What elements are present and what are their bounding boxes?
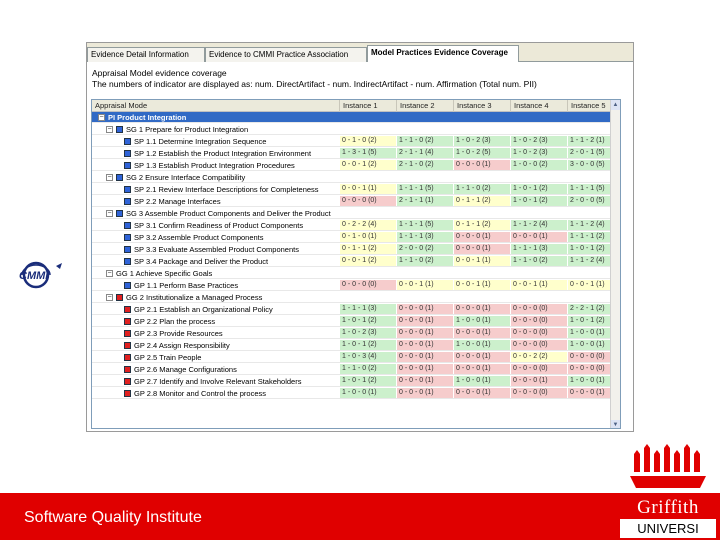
coverage-cell: 0 - 0 - 0 (1) [397, 376, 453, 386]
row-label: GP 2.8 Monitor and Control the process [134, 389, 267, 398]
table-row[interactable] [92, 196, 612, 207]
coverage-cell: 0 - 0 - 0 (1) [454, 328, 510, 338]
coverage-cell: 0 - 0 - 0 (1) [454, 244, 510, 254]
row-label: GP 2.2 Plan the process [134, 317, 216, 326]
coverage-cell: 1 - 1 - 2 (4) [511, 220, 567, 230]
table-row[interactable] [92, 220, 612, 231]
row-label: SP 3.2 Assemble Product Components [134, 233, 264, 242]
coverage-cell: 1 - 1 - 1 (2) [568, 232, 612, 242]
table-row[interactable] [92, 256, 612, 267]
coverage-cell: 1 - 1 - 1 (5) [397, 220, 453, 230]
blue-square-icon [116, 174, 123, 181]
panel-heading: Appraisal Model evidence coverage [92, 68, 227, 78]
university-name: Griffith [637, 497, 699, 518]
coverage-cell: 2 - 1 - 0 (2) [397, 160, 453, 170]
coverage-cell: 1 - 0 - 2 (3) [511, 136, 567, 146]
coverage-cell: 0 - 0 - 0 (0) [568, 352, 612, 362]
table-row[interactable] [92, 232, 612, 243]
coverage-cell: 1 - 0 - 2 (3) [511, 148, 567, 158]
coverage-cell: 1 - 0 - 0 (1) [568, 340, 612, 350]
coverage-cell: 0 - 0 - 0 (0) [340, 280, 396, 290]
column-header-instance-5[interactable]: Instance 5 [568, 100, 612, 112]
row-label: SP 1.1 Determine Integration Sequence [134, 137, 267, 146]
table-row[interactable] [92, 136, 612, 147]
coverage-cell: 0 - 0 - 1 (2) [340, 160, 396, 170]
collapse-icon[interactable]: − [107, 174, 112, 181]
table-row[interactable] [92, 292, 612, 303]
red-square-icon [124, 378, 131, 385]
collapse-icon[interactable]: − [107, 126, 112, 133]
tab-bar [87, 45, 633, 62]
coverage-cell: 0 - 1 - 0 (1) [340, 232, 396, 242]
panel-description: The numbers of indicator are displayed as: num. DirectArtifact - num. IndirectArtifact - num. Affirmation (Total num. PII) [92, 79, 537, 89]
row-label: GP 2.7 Identify and Involve Relevant Stakeholders [134, 377, 302, 386]
coverage-cell: 0 - 1 - 0 (2) [340, 136, 396, 146]
coverage-cell: 0 - 0 - 0 (1) [454, 232, 510, 242]
coverage-table [91, 99, 621, 429]
row-label: SG 2 Ensure Interface Compatibility [126, 173, 246, 182]
row-label: SP 2.1 Review Interface Descriptions for Completeness [134, 185, 319, 194]
table-row[interactable] [92, 364, 612, 375]
coverage-cell: 1 - 0 - 0 (1) [340, 388, 396, 398]
coverage-cell: 1 - 1 - 1 (3) [397, 232, 453, 242]
coverage-cell: 0 - 0 - 0 (0) [511, 340, 567, 350]
red-square-icon [124, 390, 131, 397]
table-row[interactable] [92, 316, 612, 327]
coverage-cell: 0 - 0 - 0 (0) [511, 316, 567, 326]
coverage-cell: 1 - 1 - 2 (4) [568, 256, 612, 266]
scroll-up-icon[interactable]: ▲ [612, 102, 619, 108]
university-subtitle: UNIVERSI [620, 519, 716, 538]
coverage-cell: 0 - 1 - 1 (2) [340, 244, 396, 254]
column-header-instance-4[interactable]: Instance 4 [511, 100, 568, 112]
coverage-cell: 0 - 0 - 0 (1) [397, 388, 453, 398]
coverage-cell: 0 - 0 - 0 (1) [511, 376, 567, 386]
coverage-cell: 2 - 0 - 1 (5) [568, 148, 612, 158]
table-row[interactable] [92, 148, 612, 159]
scroll-down-icon[interactable]: ▼ [612, 422, 619, 428]
coverage-cell: 1 - 0 - 1 (2) [568, 244, 612, 254]
cmmi-logo-text: CMMI [19, 270, 49, 282]
blue-square-icon [116, 210, 123, 217]
coverage-cell: 0 - 0 - 0 (1) [397, 364, 453, 374]
row-label: SP 3.4 Package and Deliver the Product [134, 257, 269, 266]
coverage-cell: 1 - 0 - 2 (5) [454, 148, 510, 158]
column-header-instance-2[interactable]: Instance 2 [397, 100, 454, 112]
coverage-cell: 0 - 0 - 0 (1) [454, 364, 510, 374]
blue-square-icon [124, 246, 131, 253]
coverage-cell: 1 - 0 - 0 (2) [511, 160, 567, 170]
coverage-cell: 1 - 0 - 1 (2) [568, 316, 612, 326]
coverage-cell: 1 - 1 - 1 (3) [511, 244, 567, 254]
footer-bar [0, 493, 720, 540]
blue-square-icon [124, 198, 131, 205]
coverage-cell: 0 - 0 - 0 (0) [511, 304, 567, 314]
coverage-cell: 0 - 0 - 1 (1) [454, 280, 510, 290]
coverage-cell: 0 - 0 - 0 (1) [397, 328, 453, 338]
red-square-icon [116, 294, 123, 301]
red-square-icon [124, 330, 131, 337]
tab-model-practices-coverage[interactable]: Model Practices Evidence Coverage [367, 45, 519, 63]
red-square-icon [124, 354, 131, 361]
coverage-cell: 2 - 1 - 1 (1) [397, 196, 453, 206]
column-header-appraisal-mode[interactable]: Appraisal Mode [92, 100, 340, 112]
blue-square-icon [124, 258, 131, 265]
row-label: SP 3.3 Evaluate Assembled Product Components [134, 245, 299, 254]
collapse-icon[interactable]: − [107, 294, 112, 301]
coverage-cell: 0 - 0 - 0 (0) [568, 364, 612, 374]
coverage-cell: 0 - 0 - 0 (1) [397, 352, 453, 362]
coverage-cell: 0 - 0 - 1 (1) [568, 280, 612, 290]
table-row[interactable] [92, 304, 612, 315]
coverage-cell: 1 - 0 - 1 (2) [511, 184, 567, 194]
row-label: PI Product Integration [108, 113, 187, 122]
table-row[interactable] [92, 184, 612, 195]
vertical-scrollbar[interactable] [610, 100, 620, 429]
coverage-cell: 1 - 1 - 0 (2) [397, 136, 453, 146]
coverage-cell: 1 - 1 - 0 (2) [454, 184, 510, 194]
tab-evidence-to-cmmi[interactable]: Evidence to CMMI Practice Association [205, 47, 367, 62]
coverage-cell: 0 - 0 - 1 (1) [397, 280, 453, 290]
blue-square-icon [124, 150, 131, 157]
row-label: GP 2.5 Train People [134, 353, 202, 362]
table-row[interactable] [92, 328, 612, 339]
row-label: SG 3 Assemble Product Components and Deliver the Product [126, 209, 331, 218]
blue-square-icon [124, 162, 131, 169]
coverage-cell: 0 - 0 - 0 (1) [397, 304, 453, 314]
coverage-cell: 1 - 0 - 0 (1) [454, 340, 510, 350]
table-row[interactable] [92, 124, 612, 135]
coverage-cell: 1 - 1 - 0 (2) [511, 256, 567, 266]
application-window [86, 42, 634, 432]
coverage-cell: 1 - 0 - 1 (2) [340, 340, 396, 350]
table-row[interactable] [92, 376, 612, 387]
coverage-cell: 1 - 1 - 2 (1) [568, 136, 612, 146]
red-square-icon [124, 342, 131, 349]
coverage-cell: 1 - 0 - 3 (4) [340, 352, 396, 362]
coverage-cell: 2 - 1 - 1 (4) [397, 148, 453, 158]
cmmi-logo [16, 258, 72, 292]
coverage-cell: 1 - 0 - 2 (3) [340, 328, 396, 338]
table-header [92, 100, 621, 112]
coverage-cell: 1 - 0 - 1 (2) [340, 316, 396, 326]
collapse-icon[interactable]: − [107, 270, 112, 277]
table-row[interactable] [92, 352, 612, 363]
row-label: SP 2.2 Manage Interfaces [134, 197, 221, 206]
coverage-cell: 1 - 0 - 1 (2) [340, 376, 396, 386]
blue-square-icon [124, 234, 131, 241]
table-row[interactable] [92, 172, 612, 183]
coverage-cell: 0 - 0 - 0 (0) [340, 196, 396, 206]
row-label: GG 1 Achieve Specific Goals [116, 269, 213, 278]
coverage-cell: 0 - 0 - 0 (1) [511, 232, 567, 242]
table-row[interactable] [92, 388, 612, 399]
coverage-cell: 0 - 0 - 1 (2) [340, 256, 396, 266]
row-label: GP 2.3 Provide Resources [134, 329, 223, 338]
table-row[interactable] [92, 268, 612, 279]
coverage-cell: 2 - 2 - 1 (2) [568, 304, 612, 314]
table-row[interactable] [92, 340, 612, 351]
row-label: GG 2 Institutionalize a Managed Process [126, 293, 263, 302]
coverage-cell: 1 - 1 - 1 (3) [340, 304, 396, 314]
coverage-cell: 1 - 1 - 1 (5) [568, 184, 612, 194]
red-square-icon [124, 318, 131, 325]
coverage-cell: 0 - 0 - 0 (1) [454, 388, 510, 398]
institute-name: Software Quality Institute [24, 509, 202, 526]
coverage-cell: 0 - 0 - 0 (0) [511, 388, 567, 398]
coverage-cell: 1 - 0 - 0 (1) [568, 328, 612, 338]
red-square-icon [124, 306, 131, 313]
row-label: GP 2.1 Establish an Organizational Policy [134, 305, 273, 314]
coverage-cell: 1 - 0 - 0 (1) [454, 316, 510, 326]
coverage-cell: 0 - 0 - 0 (1) [454, 304, 510, 314]
row-label: SP 1.2 Establish the Product Integration Environment [134, 149, 312, 158]
row-label: GP 1.1 Perform Base Practices [134, 281, 239, 290]
collapse-icon[interactable]: − [107, 210, 112, 217]
coverage-cell: 1 - 1 - 1 (5) [397, 184, 453, 194]
coverage-cell: 0 - 0 - 0 (1) [397, 340, 453, 350]
coverage-cell: 0 - 0 - 1 (1) [340, 184, 396, 194]
coverage-cell: 1 - 3 - 1 (5) [340, 148, 396, 158]
blue-square-icon [124, 222, 131, 229]
coverage-cell: 0 - 1 - 1 (2) [454, 220, 510, 230]
table-row[interactable] [92, 244, 612, 255]
coverage-panel [87, 62, 634, 432]
coverage-cell: 0 - 0 - 0 (1) [397, 316, 453, 326]
coverage-cell: 1 - 1 - 0 (2) [340, 364, 396, 374]
coverage-cell: 0 - 0 - 0 (1) [454, 352, 510, 362]
coverage-cell: 1 - 0 - 0 (1) [454, 376, 510, 386]
row-label: SG 1 Prepare for Product Integration [126, 125, 249, 134]
table-row[interactable] [92, 160, 612, 171]
table-row[interactable] [92, 112, 612, 123]
collapse-icon[interactable]: − [99, 114, 104, 121]
blue-square-icon [124, 186, 131, 193]
coverage-cell: 3 - 0 - 0 (5) [568, 160, 612, 170]
coverage-cell: 2 - 0 - 0 (5) [568, 196, 612, 206]
table-row[interactable] [92, 280, 612, 291]
coverage-cell: 0 - 0 - 0 (0) [511, 364, 567, 374]
column-header-instance-1[interactable]: Instance 1 [340, 100, 397, 112]
coverage-cell: 1 - 0 - 1 (2) [511, 196, 567, 206]
row-label: SP 3.1 Confirm Readiness of Product Components [134, 221, 304, 230]
coverage-cell: 0 - 0 - 0 (1) [454, 160, 510, 170]
coverage-cell: 0 - 0 - 2 (2) [511, 352, 567, 362]
coverage-cell: 1 - 1 - 0 (2) [397, 256, 453, 266]
coverage-cell: 1 - 0 - 2 (3) [454, 136, 510, 146]
blue-square-icon [116, 126, 123, 133]
coverage-cell: 0 - 1 - 1 (2) [454, 196, 510, 206]
coverage-cell: 2 - 0 - 0 (2) [397, 244, 453, 254]
row-label: GP 2.6 Manage Configurations [134, 365, 237, 374]
coverage-cell: 0 - 0 - 1 (1) [454, 256, 510, 266]
blue-square-icon [124, 138, 131, 145]
coverage-cell: 0 - 0 - 0 (1) [568, 388, 612, 398]
tab-evidence-detail[interactable]: Evidence Detail Information [87, 47, 205, 62]
coverage-cell: 0 - 0 - 1 (1) [511, 280, 567, 290]
coverage-cell: 1 - 0 - 0 (1) [568, 376, 612, 386]
table-row[interactable] [92, 208, 612, 219]
coverage-cell: 1 - 1 - 2 (4) [568, 220, 612, 230]
coverage-cell: 0 - 0 - 0 (0) [511, 328, 567, 338]
red-square-icon [124, 366, 131, 373]
row-label: GP 2.4 Assign Responsibility [134, 341, 230, 350]
blue-square-icon [124, 282, 131, 289]
coverage-cell: 0 - 2 - 2 (4) [340, 220, 396, 230]
column-header-instance-3[interactable]: Instance 3 [454, 100, 511, 112]
row-label: SP 1.3 Establish Product Integration Procedures [134, 161, 295, 170]
